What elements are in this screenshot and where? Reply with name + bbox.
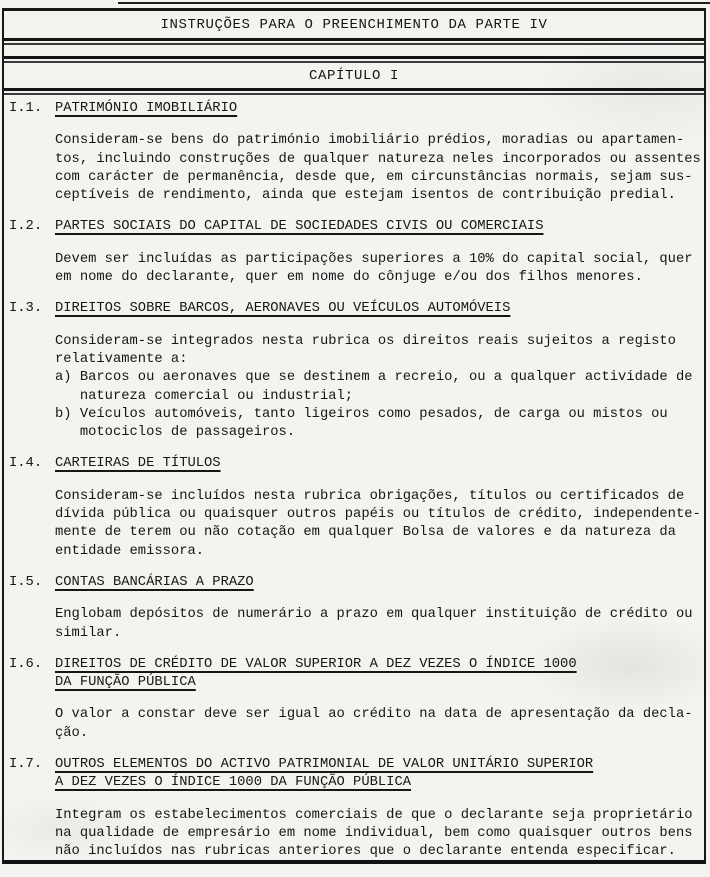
document-body — [4, 95, 704, 862]
section-title-line: CARTEIRAS DE TÍTULOS — [55, 456, 221, 472]
paragraph-line: mente de terem ou não cotação em qualquer Bolsa de valores e da natureza da — [55, 525, 676, 541]
paragraph-line: ção. — [55, 725, 89, 741]
scan-artifact-line — [118, 2, 710, 4]
section-number: I.1. — [9, 101, 43, 116]
section-title-line: A DEZ VEZES O ÍNDICE 1000 DA FUNÇÃO PÚBLICA — [55, 775, 412, 791]
section-number: I.6. — [9, 656, 43, 672]
paragraph-line: motociclos de passageiros. — [55, 425, 296, 441]
section — [9, 218, 702, 287]
section-title-lines — [55, 756, 702, 793]
section-title-lines — [55, 100, 702, 118]
section-title-lines — [55, 218, 702, 236]
paragraph-line: entidade emissora. — [55, 543, 205, 559]
section-heading — [9, 756, 702, 793]
section — [9, 574, 702, 643]
paragraph-line: natureza comercial ou industrial; — [55, 388, 354, 404]
section-paragraph — [55, 606, 702, 643]
paragraph-line: ceptíveis de rendimento, ainda que estejam isentos de contribuição predial. — [55, 188, 676, 204]
section-heading — [9, 455, 702, 473]
paragraph-line: Integram os estabelecimentos comerciais de que o declarante seja proprietário — [55, 807, 693, 823]
section-heading — [9, 656, 702, 693]
section-number: I.3. — [9, 301, 43, 317]
section-heading — [9, 300, 702, 318]
section-heading — [9, 574, 702, 592]
paragraph-line: Consideram-se integrados nesta rubrica os direitos reais sujeitos a registo — [55, 333, 676, 349]
section-title-line: PARTES SOCIAIS DO CAPITAL DE SOCIEDADES CIVIS OU COMERCIAIS — [55, 219, 544, 235]
paragraph-line: tos, incluindo construções de qualquer natureza neles incorporados ou assentes — [55, 151, 701, 167]
section-title-lines — [55, 300, 702, 318]
paragraph-line: b) Veículos automóveis, tanto ligeiros como pesados, de carga ou mistos ou — [55, 406, 668, 422]
section-title-line: DIREITOS SOBRE BARCOS, AERONAVES OU VEÍCULOS AUTOMÓVEIS — [55, 301, 511, 317]
paragraph-line: similar. — [55, 625, 122, 641]
chapter-title: CAPÍTULO I — [308, 67, 399, 84]
paragraph-line: O valor a constar deve ser igual ao crédito na data de apresentação da decla- — [55, 707, 693, 723]
section — [9, 100, 702, 205]
section — [9, 756, 702, 861]
section — [9, 656, 702, 743]
section-number: I.7. — [9, 757, 43, 773]
chapter-header — [4, 63, 704, 88]
document-frame — [2, 8, 706, 864]
section-paragraph — [55, 251, 702, 288]
section-number: I.5. — [9, 574, 43, 590]
section-paragraph — [55, 333, 702, 443]
section-title-lines — [55, 574, 702, 592]
section-title-line: OUTROS ELEMENTOS DO ACTIVO PATRIMONIAL DE VALOR UNITÁRIO SUPERIOR — [55, 757, 594, 773]
horizontal-rule — [4, 38, 704, 45]
section-title-line: CONTAS BANCÁRIAS A PRAZO — [55, 574, 254, 590]
rule-spacer — [4, 45, 704, 56]
paragraph-line: na qualidade de empresário em nome individual, bem como quaisquer outros bens — [55, 825, 693, 841]
section-paragraph — [55, 807, 702, 862]
paragraph-line: Consideram-se incluídos nesta rubrica obrigações, títulos ou certificados de — [55, 488, 685, 504]
paragraph-line: Devem ser incluídas as participações superiores a 10% do capital social, quer — [55, 251, 693, 267]
paragraph-line: Consideram-se bens do património imobiliário prédios, moradias ou apartamen- — [55, 133, 685, 149]
paragraph-line: relativamente a: — [55, 351, 188, 367]
section-heading — [9, 218, 702, 236]
paragraph-line: dívida pública ou quaisquer outros papéis ou títulos de crédito, independente- — [55, 507, 701, 523]
section — [9, 300, 702, 442]
page-title: INSTRUÇÕES PARA O PREENCHIMENTO DA PARTE IV — [160, 16, 548, 33]
section-paragraph — [55, 488, 702, 561]
section-title-line: DIREITOS DE CRÉDITO DE VALOR SUPERIOR A DEZ VEZES O ÍNDICE 1000 — [55, 656, 577, 672]
section-title-lines — [55, 455, 702, 473]
section-paragraph — [55, 706, 702, 743]
section-heading — [9, 100, 702, 118]
section-paragraph — [55, 132, 702, 205]
section — [9, 455, 702, 560]
section-title-lines — [55, 656, 702, 693]
section-title-line: DA FUNÇÃO PÚBLICA — [55, 675, 196, 691]
section-number: I.2. — [9, 219, 43, 235]
horizontal-rule — [4, 88, 704, 95]
paragraph-line: em nome do declarante, quer em nome do cônjuge e/ou dos filhos menores. — [55, 270, 643, 286]
section-number: I.4. — [9, 456, 43, 472]
paragraph-line: não incluídos nas rubricas anteriores que o declarante entenda especificar. — [55, 844, 676, 860]
paragraph-line: com carácter de permanência, desde que, em circunstâncias normais, sejam sus- — [55, 169, 693, 185]
paragraph-line: Englobam depósitos de numerário a prazo em qualquer instituição de crédito ou — [55, 607, 693, 623]
paragraph-line: a) Barcos ou aeronaves que se destinem a recreio, ou a qualquer actividade de — [55, 370, 693, 386]
section-title-line: PATRIMÓNIO IMOBILIÁRIO — [55, 101, 238, 116]
horizontal-rule — [4, 56, 704, 63]
document-header — [4, 11, 704, 38]
